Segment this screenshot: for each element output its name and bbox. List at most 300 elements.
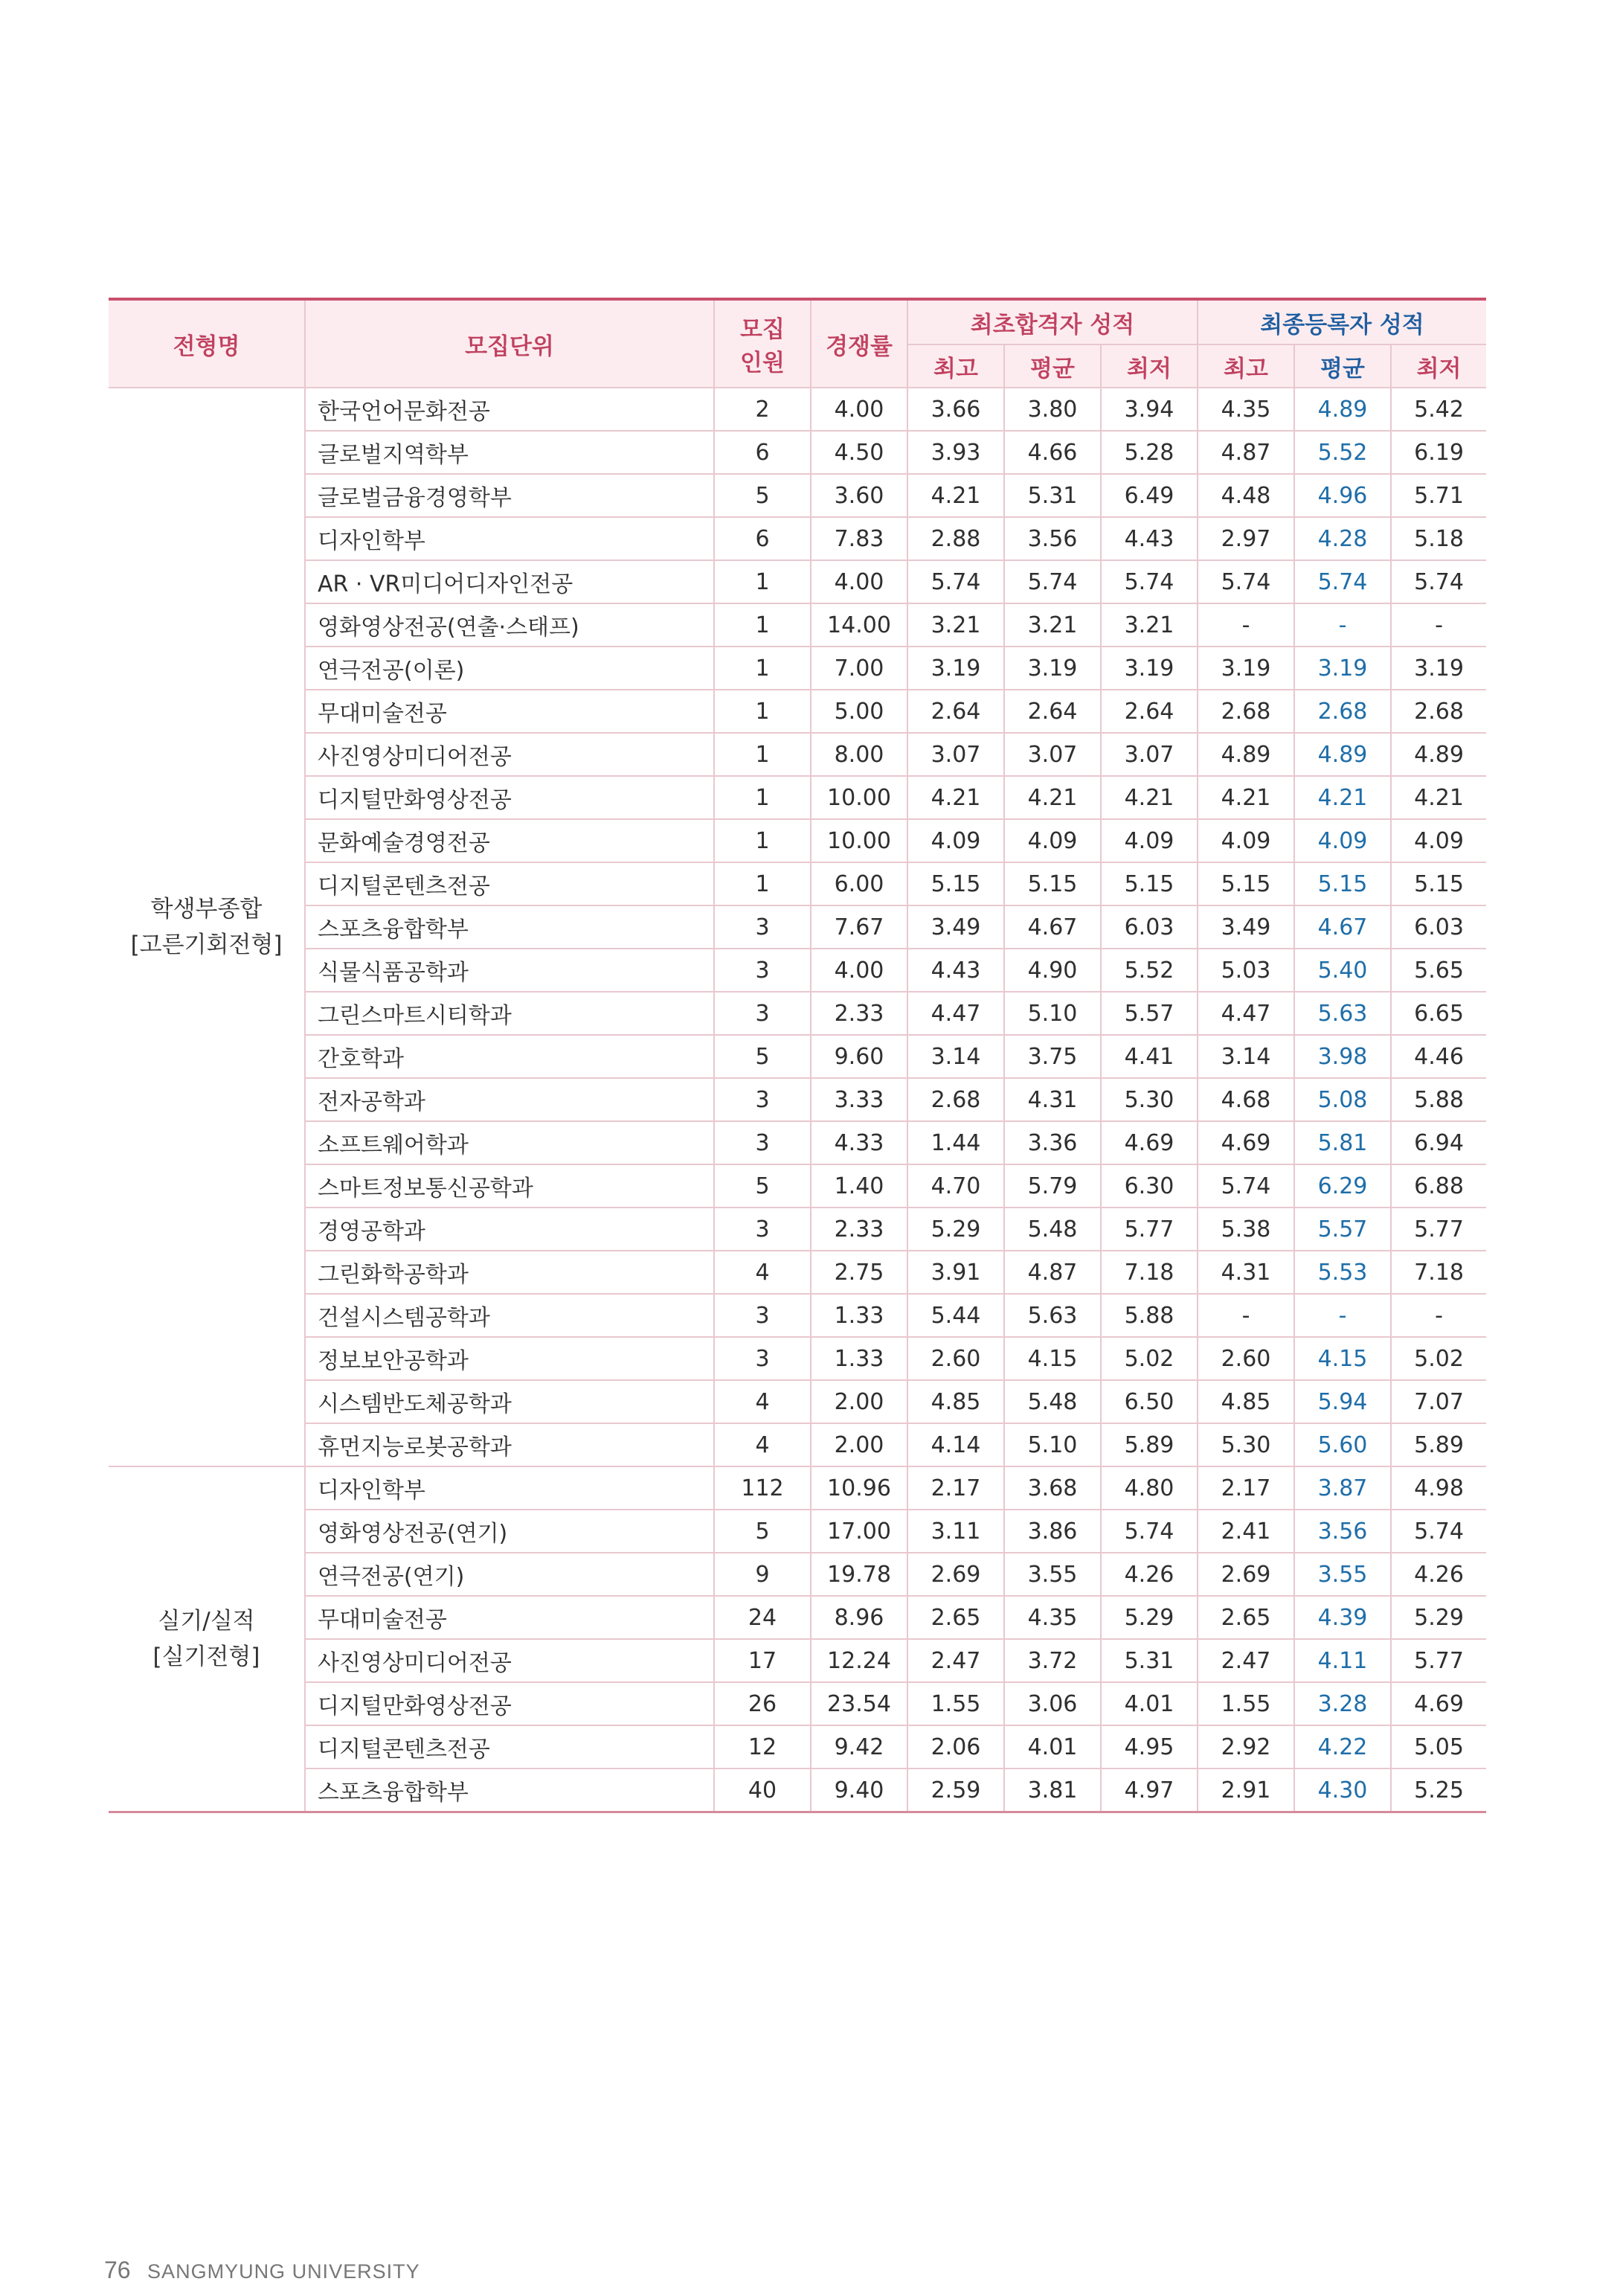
header-quota-line2: 인원 bbox=[740, 350, 785, 376]
table-row bbox=[109, 603, 1486, 647]
final-max-cell: 4.31 bbox=[1198, 1251, 1294, 1294]
final-avg-cell: 4.30 bbox=[1294, 1769, 1391, 1812]
final-avg-cell: 5.63 bbox=[1294, 992, 1391, 1035]
table-row bbox=[109, 1553, 1486, 1596]
final-max-cell: 2.41 bbox=[1198, 1510, 1294, 1553]
quota-cell: 1 bbox=[714, 603, 811, 647]
final-min-cell: 4.46 bbox=[1391, 1035, 1486, 1078]
final-max-cell: 5.15 bbox=[1198, 862, 1294, 905]
table-row bbox=[109, 1208, 1486, 1251]
quota-cell: 40 bbox=[714, 1769, 811, 1812]
final-max-cell: 2.47 bbox=[1198, 1639, 1294, 1682]
final-max-cell: - bbox=[1198, 603, 1294, 647]
first-max-cell: 2.65 bbox=[907, 1596, 1004, 1639]
quota-cell: 1 bbox=[714, 647, 811, 690]
competition-cell: 3.60 bbox=[811, 474, 907, 517]
competition-cell: 6.00 bbox=[811, 862, 907, 905]
unit-name-cell: 영화영상전공(연출·스태프) bbox=[305, 603, 714, 647]
unit-name-cell: 디자인학부 bbox=[305, 1466, 714, 1510]
first-min-cell: 4.69 bbox=[1101, 1121, 1198, 1164]
first-avg-cell: 5.63 bbox=[1004, 1294, 1101, 1337]
first-min-cell: 7.18 bbox=[1101, 1251, 1198, 1294]
first-max-cell: 3.11 bbox=[907, 1510, 1004, 1553]
final-min-cell: 7.07 bbox=[1391, 1380, 1486, 1423]
unit-name-cell: 한국언어문화전공 bbox=[305, 388, 714, 431]
first-avg-cell: 5.15 bbox=[1004, 862, 1101, 905]
final-max-cell: 4.89 bbox=[1198, 733, 1294, 776]
final-avg-cell: 3.28 bbox=[1294, 1682, 1391, 1725]
first-avg-cell: 3.06 bbox=[1004, 1682, 1101, 1725]
quota-cell: 5 bbox=[714, 1035, 811, 1078]
first-max-cell: 4.85 bbox=[907, 1380, 1004, 1423]
header-final-group: 최종등록자 성적 bbox=[1198, 299, 1486, 344]
first-avg-cell: 4.09 bbox=[1004, 819, 1101, 862]
first-avg-cell: 3.55 bbox=[1004, 1553, 1101, 1596]
quota-cell: 3 bbox=[714, 1078, 811, 1121]
final-max-cell: - bbox=[1198, 1294, 1294, 1337]
competition-cell: 10.00 bbox=[811, 776, 907, 819]
first-max-cell: 5.44 bbox=[907, 1294, 1004, 1337]
first-max-cell: 3.07 bbox=[907, 733, 1004, 776]
unit-name-cell: 디지털콘텐츠전공 bbox=[305, 1725, 714, 1769]
final-max-cell: 2.91 bbox=[1198, 1769, 1294, 1812]
table-row bbox=[109, 733, 1486, 776]
table-row bbox=[109, 862, 1486, 905]
final-max-cell: 4.68 bbox=[1198, 1078, 1294, 1121]
quota-cell: 3 bbox=[714, 949, 811, 992]
first-max-cell: 2.59 bbox=[907, 1769, 1004, 1812]
final-min-cell: 5.88 bbox=[1391, 1078, 1486, 1121]
first-min-cell: 5.74 bbox=[1101, 1510, 1198, 1553]
final-min-cell: 5.74 bbox=[1391, 1510, 1486, 1553]
table-row bbox=[109, 1164, 1486, 1208]
quota-cell: 3 bbox=[714, 1294, 811, 1337]
competition-cell: 5.00 bbox=[811, 690, 907, 733]
first-max-cell: 4.70 bbox=[907, 1164, 1004, 1208]
first-min-cell: 4.97 bbox=[1101, 1769, 1198, 1812]
first-max-cell: 4.14 bbox=[907, 1423, 1004, 1466]
page-footer bbox=[104, 2257, 420, 2284]
first-min-cell: 2.64 bbox=[1101, 690, 1198, 733]
unit-name-cell: 문화예술경영전공 bbox=[305, 819, 714, 862]
first-avg-cell: 4.21 bbox=[1004, 776, 1101, 819]
first-min-cell: 5.30 bbox=[1101, 1078, 1198, 1121]
admission-results-table bbox=[109, 298, 1486, 1813]
quota-cell: 3 bbox=[714, 905, 811, 949]
final-max-cell: 3.14 bbox=[1198, 1035, 1294, 1078]
final-min-cell: 5.25 bbox=[1391, 1769, 1486, 1812]
final-max-cell: 5.30 bbox=[1198, 1423, 1294, 1466]
competition-cell: 4.00 bbox=[811, 388, 907, 431]
first-avg-cell: 5.10 bbox=[1004, 1423, 1101, 1466]
final-avg-cell: 5.08 bbox=[1294, 1078, 1391, 1121]
table-row bbox=[109, 517, 1486, 560]
first-min-cell: 5.15 bbox=[1101, 862, 1198, 905]
quota-cell: 1 bbox=[714, 862, 811, 905]
final-avg-cell: 3.56 bbox=[1294, 1510, 1391, 1553]
first-max-cell: 2.06 bbox=[907, 1725, 1004, 1769]
header-first-max: 최고 bbox=[907, 344, 1004, 388]
quota-cell: 6 bbox=[714, 431, 811, 474]
quota-cell: 3 bbox=[714, 1208, 811, 1251]
competition-cell: 7.00 bbox=[811, 647, 907, 690]
final-avg-cell: 4.22 bbox=[1294, 1725, 1391, 1769]
quota-cell: 26 bbox=[714, 1682, 811, 1725]
first-max-cell: 4.09 bbox=[907, 819, 1004, 862]
competition-cell: 8.00 bbox=[811, 733, 907, 776]
competition-cell: 4.00 bbox=[811, 949, 907, 992]
final-avg-cell: 5.40 bbox=[1294, 949, 1391, 992]
quota-cell: 12 bbox=[714, 1725, 811, 1769]
final-min-cell: 5.05 bbox=[1391, 1725, 1486, 1769]
final-avg-cell: 4.39 bbox=[1294, 1596, 1391, 1639]
table-row bbox=[109, 992, 1486, 1035]
competition-cell: 7.83 bbox=[811, 517, 907, 560]
first-avg-cell: 3.36 bbox=[1004, 1121, 1101, 1164]
university-name: SANGMYUNG UNIVERSITY bbox=[147, 2260, 420, 2283]
first-min-cell: 4.21 bbox=[1101, 776, 1198, 819]
table-row bbox=[109, 1769, 1486, 1812]
final-max-cell: 4.35 bbox=[1198, 388, 1294, 431]
unit-name-cell: 소프트웨어학과 bbox=[305, 1121, 714, 1164]
final-max-cell: 4.48 bbox=[1198, 474, 1294, 517]
first-max-cell: 5.29 bbox=[907, 1208, 1004, 1251]
final-min-cell: 4.69 bbox=[1391, 1682, 1486, 1725]
final-min-cell: 4.09 bbox=[1391, 819, 1486, 862]
final-max-cell: 2.60 bbox=[1198, 1337, 1294, 1380]
unit-name-cell: 디지털콘텐츠전공 bbox=[305, 862, 714, 905]
first-max-cell: 4.21 bbox=[907, 776, 1004, 819]
final-min-cell: 4.21 bbox=[1391, 776, 1486, 819]
final-avg-cell: 3.87 bbox=[1294, 1466, 1391, 1510]
first-avg-cell: 3.86 bbox=[1004, 1510, 1101, 1553]
unit-name-cell: 경영공학과 bbox=[305, 1208, 714, 1251]
first-avg-cell: 3.72 bbox=[1004, 1639, 1101, 1682]
first-max-cell: 1.44 bbox=[907, 1121, 1004, 1164]
header-competition: 경쟁률 bbox=[811, 299, 907, 388]
final-avg-cell: 4.28 bbox=[1294, 517, 1391, 560]
quota-cell: 1 bbox=[714, 690, 811, 733]
final-avg-cell: 5.57 bbox=[1294, 1208, 1391, 1251]
unit-name-cell: 무대미술전공 bbox=[305, 690, 714, 733]
first-avg-cell: 5.79 bbox=[1004, 1164, 1101, 1208]
first-avg-cell: 4.35 bbox=[1004, 1596, 1101, 1639]
first-min-cell: 4.01 bbox=[1101, 1682, 1198, 1725]
first-min-cell: 5.31 bbox=[1101, 1639, 1198, 1682]
unit-name-cell: 연극전공(이론) bbox=[305, 647, 714, 690]
quota-cell: 4 bbox=[714, 1423, 811, 1466]
final-min-cell: 5.15 bbox=[1391, 862, 1486, 905]
competition-cell: 2.00 bbox=[811, 1380, 907, 1423]
unit-name-cell: 건설시스템공학과 bbox=[305, 1294, 714, 1337]
final-min-cell: 4.89 bbox=[1391, 733, 1486, 776]
final-avg-cell: 6.29 bbox=[1294, 1164, 1391, 1208]
first-min-cell: 5.28 bbox=[1101, 431, 1198, 474]
final-min-cell: 3.19 bbox=[1391, 647, 1486, 690]
unit-name-cell: 디지털만화영상전공 bbox=[305, 1682, 714, 1725]
first-min-cell: 5.89 bbox=[1101, 1423, 1198, 1466]
final-max-cell: 1.55 bbox=[1198, 1682, 1294, 1725]
first-max-cell: 1.55 bbox=[907, 1682, 1004, 1725]
page-number: 76 bbox=[104, 2257, 131, 2283]
category-line1: 실기/실적 bbox=[158, 1608, 255, 1635]
final-avg-cell: 5.52 bbox=[1294, 431, 1391, 474]
final-max-cell: 2.69 bbox=[1198, 1553, 1294, 1596]
unit-name-cell: 스포츠융합학부 bbox=[305, 905, 714, 949]
quota-cell: 112 bbox=[714, 1466, 811, 1510]
first-avg-cell: 4.15 bbox=[1004, 1337, 1101, 1380]
header-unit: 모집단위 bbox=[305, 299, 714, 388]
first-avg-cell: 4.31 bbox=[1004, 1078, 1101, 1121]
first-avg-cell: 5.31 bbox=[1004, 474, 1101, 517]
first-avg-cell: 4.66 bbox=[1004, 431, 1101, 474]
quota-cell: 5 bbox=[714, 1164, 811, 1208]
quota-cell: 24 bbox=[714, 1596, 811, 1639]
first-avg-cell: 3.81 bbox=[1004, 1769, 1101, 1812]
final-avg-cell: 5.53 bbox=[1294, 1251, 1391, 1294]
competition-cell: 9.60 bbox=[811, 1035, 907, 1078]
first-min-cell: 4.26 bbox=[1101, 1553, 1198, 1596]
unit-name-cell: 스마트정보통신공학과 bbox=[305, 1164, 714, 1208]
first-max-cell: 3.49 bbox=[907, 905, 1004, 949]
header-quota bbox=[714, 299, 811, 388]
table-row bbox=[109, 1078, 1486, 1121]
competition-cell: 9.42 bbox=[811, 1725, 907, 1769]
competition-cell: 12.24 bbox=[811, 1639, 907, 1682]
first-min-cell: 6.49 bbox=[1101, 474, 1198, 517]
first-max-cell: 3.91 bbox=[907, 1251, 1004, 1294]
competition-cell: 2.00 bbox=[811, 1423, 907, 1466]
competition-cell: 10.00 bbox=[811, 819, 907, 862]
first-avg-cell: 4.01 bbox=[1004, 1725, 1101, 1769]
header-first-group: 최초합격자 성적 bbox=[907, 299, 1198, 344]
first-min-cell: 5.77 bbox=[1101, 1208, 1198, 1251]
competition-cell: 17.00 bbox=[811, 1510, 907, 1553]
quota-cell: 3 bbox=[714, 992, 811, 1035]
first-max-cell: 2.68 bbox=[907, 1078, 1004, 1121]
quota-cell: 5 bbox=[714, 1510, 811, 1553]
table-row bbox=[109, 431, 1486, 474]
first-min-cell: 5.29 bbox=[1101, 1596, 1198, 1639]
first-avg-cell: 4.87 bbox=[1004, 1251, 1101, 1294]
first-avg-cell: 2.64 bbox=[1004, 690, 1101, 733]
table-row bbox=[109, 949, 1486, 992]
first-max-cell: 2.47 bbox=[907, 1639, 1004, 1682]
final-avg-cell: 4.89 bbox=[1294, 733, 1391, 776]
first-avg-cell: 4.67 bbox=[1004, 905, 1101, 949]
unit-name-cell: 디지털만화영상전공 bbox=[305, 776, 714, 819]
final-min-cell: 6.65 bbox=[1391, 992, 1486, 1035]
competition-cell: 19.78 bbox=[811, 1553, 907, 1596]
competition-cell: 2.33 bbox=[811, 1208, 907, 1251]
final-avg-cell: 3.98 bbox=[1294, 1035, 1391, 1078]
first-max-cell: 2.69 bbox=[907, 1553, 1004, 1596]
final-max-cell: 3.19 bbox=[1198, 647, 1294, 690]
final-max-cell: 2.92 bbox=[1198, 1725, 1294, 1769]
final-avg-cell: 3.19 bbox=[1294, 647, 1391, 690]
final-avg-cell: 4.11 bbox=[1294, 1639, 1391, 1682]
unit-name-cell: 간호학과 bbox=[305, 1035, 714, 1078]
quota-cell: 9 bbox=[714, 1553, 811, 1596]
unit-name-cell: 디자인학부 bbox=[305, 517, 714, 560]
competition-cell: 1.40 bbox=[811, 1164, 907, 1208]
table-row bbox=[109, 1380, 1486, 1423]
header-final-max: 최고 bbox=[1198, 344, 1294, 388]
first-max-cell: 3.66 bbox=[907, 388, 1004, 431]
first-max-cell: 5.15 bbox=[907, 862, 1004, 905]
final-max-cell: 5.74 bbox=[1198, 560, 1294, 603]
unit-name-cell: 식물식품공학과 bbox=[305, 949, 714, 992]
quota-cell: 1 bbox=[714, 560, 811, 603]
table-row bbox=[109, 1121, 1486, 1164]
final-max-cell: 5.38 bbox=[1198, 1208, 1294, 1251]
table-row bbox=[109, 388, 1486, 431]
first-min-cell: 4.09 bbox=[1101, 819, 1198, 862]
category-line1: 학생부종합 bbox=[150, 896, 263, 923]
final-avg-cell: 5.60 bbox=[1294, 1423, 1391, 1466]
unit-name-cell: 영화영상전공(연기) bbox=[305, 1510, 714, 1553]
first-min-cell: 6.03 bbox=[1101, 905, 1198, 949]
unit-name-cell: 사진영상미디어전공 bbox=[305, 733, 714, 776]
category-cell bbox=[109, 1466, 305, 1812]
first-min-cell: 5.52 bbox=[1101, 949, 1198, 992]
final-min-cell: 5.77 bbox=[1391, 1208, 1486, 1251]
table-body bbox=[109, 388, 1486, 1812]
competition-cell: 2.75 bbox=[811, 1251, 907, 1294]
final-avg-cell: 4.21 bbox=[1294, 776, 1391, 819]
first-max-cell: 2.17 bbox=[907, 1466, 1004, 1510]
category-cell bbox=[109, 388, 305, 1466]
unit-name-cell: 연극전공(연기) bbox=[305, 1553, 714, 1596]
competition-cell: 23.54 bbox=[811, 1682, 907, 1725]
table-row bbox=[109, 647, 1486, 690]
quota-cell: 1 bbox=[714, 819, 811, 862]
competition-cell: 9.40 bbox=[811, 1769, 907, 1812]
first-min-cell: 5.57 bbox=[1101, 992, 1198, 1035]
competition-cell: 2.33 bbox=[811, 992, 907, 1035]
first-min-cell: 4.41 bbox=[1101, 1035, 1198, 1078]
first-min-cell: 5.88 bbox=[1101, 1294, 1198, 1337]
first-max-cell: 3.19 bbox=[907, 647, 1004, 690]
first-min-cell: 6.50 bbox=[1101, 1380, 1198, 1423]
final-avg-cell: 4.89 bbox=[1294, 388, 1391, 431]
unit-name-cell: 휴먼지능로봇공학과 bbox=[305, 1423, 714, 1466]
final-avg-cell: 2.68 bbox=[1294, 690, 1391, 733]
first-max-cell: 5.74 bbox=[907, 560, 1004, 603]
quota-cell: 5 bbox=[714, 474, 811, 517]
final-avg-cell: - bbox=[1294, 603, 1391, 647]
header-quota-line1: 모집 bbox=[740, 316, 785, 343]
quota-cell: 1 bbox=[714, 776, 811, 819]
unit-name-cell: 무대미술전공 bbox=[305, 1596, 714, 1639]
final-max-cell: 4.21 bbox=[1198, 776, 1294, 819]
competition-cell: 1.33 bbox=[811, 1294, 907, 1337]
final-min-cell: - bbox=[1391, 603, 1486, 647]
quota-cell: 4 bbox=[714, 1251, 811, 1294]
first-min-cell: 6.30 bbox=[1101, 1164, 1198, 1208]
quota-cell: 6 bbox=[714, 517, 811, 560]
table-row bbox=[109, 1725, 1486, 1769]
unit-name-cell: 사진영상미디어전공 bbox=[305, 1639, 714, 1682]
first-avg-cell: 4.90 bbox=[1004, 949, 1101, 992]
unit-name-cell: 정보보안공학과 bbox=[305, 1337, 714, 1380]
final-min-cell: 5.18 bbox=[1391, 517, 1486, 560]
table-row bbox=[109, 560, 1486, 603]
unit-name-cell: 그린스마트시티학과 bbox=[305, 992, 714, 1035]
table-row bbox=[109, 776, 1486, 819]
first-min-cell: 5.74 bbox=[1101, 560, 1198, 603]
table-row bbox=[109, 1337, 1486, 1380]
first-avg-cell: 5.48 bbox=[1004, 1208, 1101, 1251]
final-min-cell: 5.71 bbox=[1391, 474, 1486, 517]
quota-cell: 4 bbox=[714, 1380, 811, 1423]
unit-name-cell: 시스템반도체공학과 bbox=[305, 1380, 714, 1423]
unit-name-cell: 글로벌지역학부 bbox=[305, 431, 714, 474]
final-min-cell: 7.18 bbox=[1391, 1251, 1486, 1294]
final-min-cell: 5.42 bbox=[1391, 388, 1486, 431]
table-row bbox=[109, 905, 1486, 949]
table-row bbox=[109, 474, 1486, 517]
final-max-cell: 3.49 bbox=[1198, 905, 1294, 949]
first-avg-cell: 3.19 bbox=[1004, 647, 1101, 690]
final-min-cell: 6.94 bbox=[1391, 1121, 1486, 1164]
table-row bbox=[109, 1035, 1486, 1078]
unit-name-cell: 글로벌금융경영학부 bbox=[305, 474, 714, 517]
quota-cell: 1 bbox=[714, 733, 811, 776]
final-avg-cell: 5.94 bbox=[1294, 1380, 1391, 1423]
final-avg-cell: 5.15 bbox=[1294, 862, 1391, 905]
first-min-cell: 3.07 bbox=[1101, 733, 1198, 776]
first-avg-cell: 3.07 bbox=[1004, 733, 1101, 776]
first-avg-cell: 5.48 bbox=[1004, 1380, 1101, 1423]
final-max-cell: 2.97 bbox=[1198, 517, 1294, 560]
final-avg-cell: 3.55 bbox=[1294, 1553, 1391, 1596]
first-max-cell: 4.43 bbox=[907, 949, 1004, 992]
first-min-cell: 4.95 bbox=[1101, 1725, 1198, 1769]
first-max-cell: 4.21 bbox=[907, 474, 1004, 517]
table-row bbox=[109, 1466, 1486, 1510]
final-max-cell: 5.74 bbox=[1198, 1164, 1294, 1208]
final-min-cell: 5.77 bbox=[1391, 1639, 1486, 1682]
first-min-cell: 3.19 bbox=[1101, 647, 1198, 690]
table-row bbox=[109, 1639, 1486, 1682]
first-max-cell: 3.14 bbox=[907, 1035, 1004, 1078]
final-max-cell: 4.09 bbox=[1198, 819, 1294, 862]
final-min-cell: 5.02 bbox=[1391, 1337, 1486, 1380]
category-line2: [고른기회전형] bbox=[130, 931, 283, 958]
final-min-cell: - bbox=[1391, 1294, 1486, 1337]
header-first-avg: 평균 bbox=[1004, 344, 1101, 388]
final-max-cell: 4.69 bbox=[1198, 1121, 1294, 1164]
table-row bbox=[109, 1682, 1486, 1725]
category-line2: [실기전형] bbox=[152, 1644, 260, 1670]
final-min-cell: 4.98 bbox=[1391, 1466, 1486, 1510]
final-avg-cell: 4.15 bbox=[1294, 1337, 1391, 1380]
final-min-cell: 4.26 bbox=[1391, 1553, 1486, 1596]
first-avg-cell: 3.75 bbox=[1004, 1035, 1101, 1078]
unit-name-cell: AR · VR미디어디자인전공 bbox=[305, 560, 714, 603]
competition-cell: 4.50 bbox=[811, 431, 907, 474]
table-row bbox=[109, 690, 1486, 733]
unit-name-cell: 전자공학과 bbox=[305, 1078, 714, 1121]
header-category: 전형명 bbox=[109, 299, 305, 388]
unit-name-cell: 그린화학공학과 bbox=[305, 1251, 714, 1294]
header-final-min: 최저 bbox=[1391, 344, 1486, 388]
final-max-cell: 4.87 bbox=[1198, 431, 1294, 474]
final-max-cell: 4.47 bbox=[1198, 992, 1294, 1035]
competition-cell: 8.96 bbox=[811, 1596, 907, 1639]
first-min-cell: 4.43 bbox=[1101, 517, 1198, 560]
